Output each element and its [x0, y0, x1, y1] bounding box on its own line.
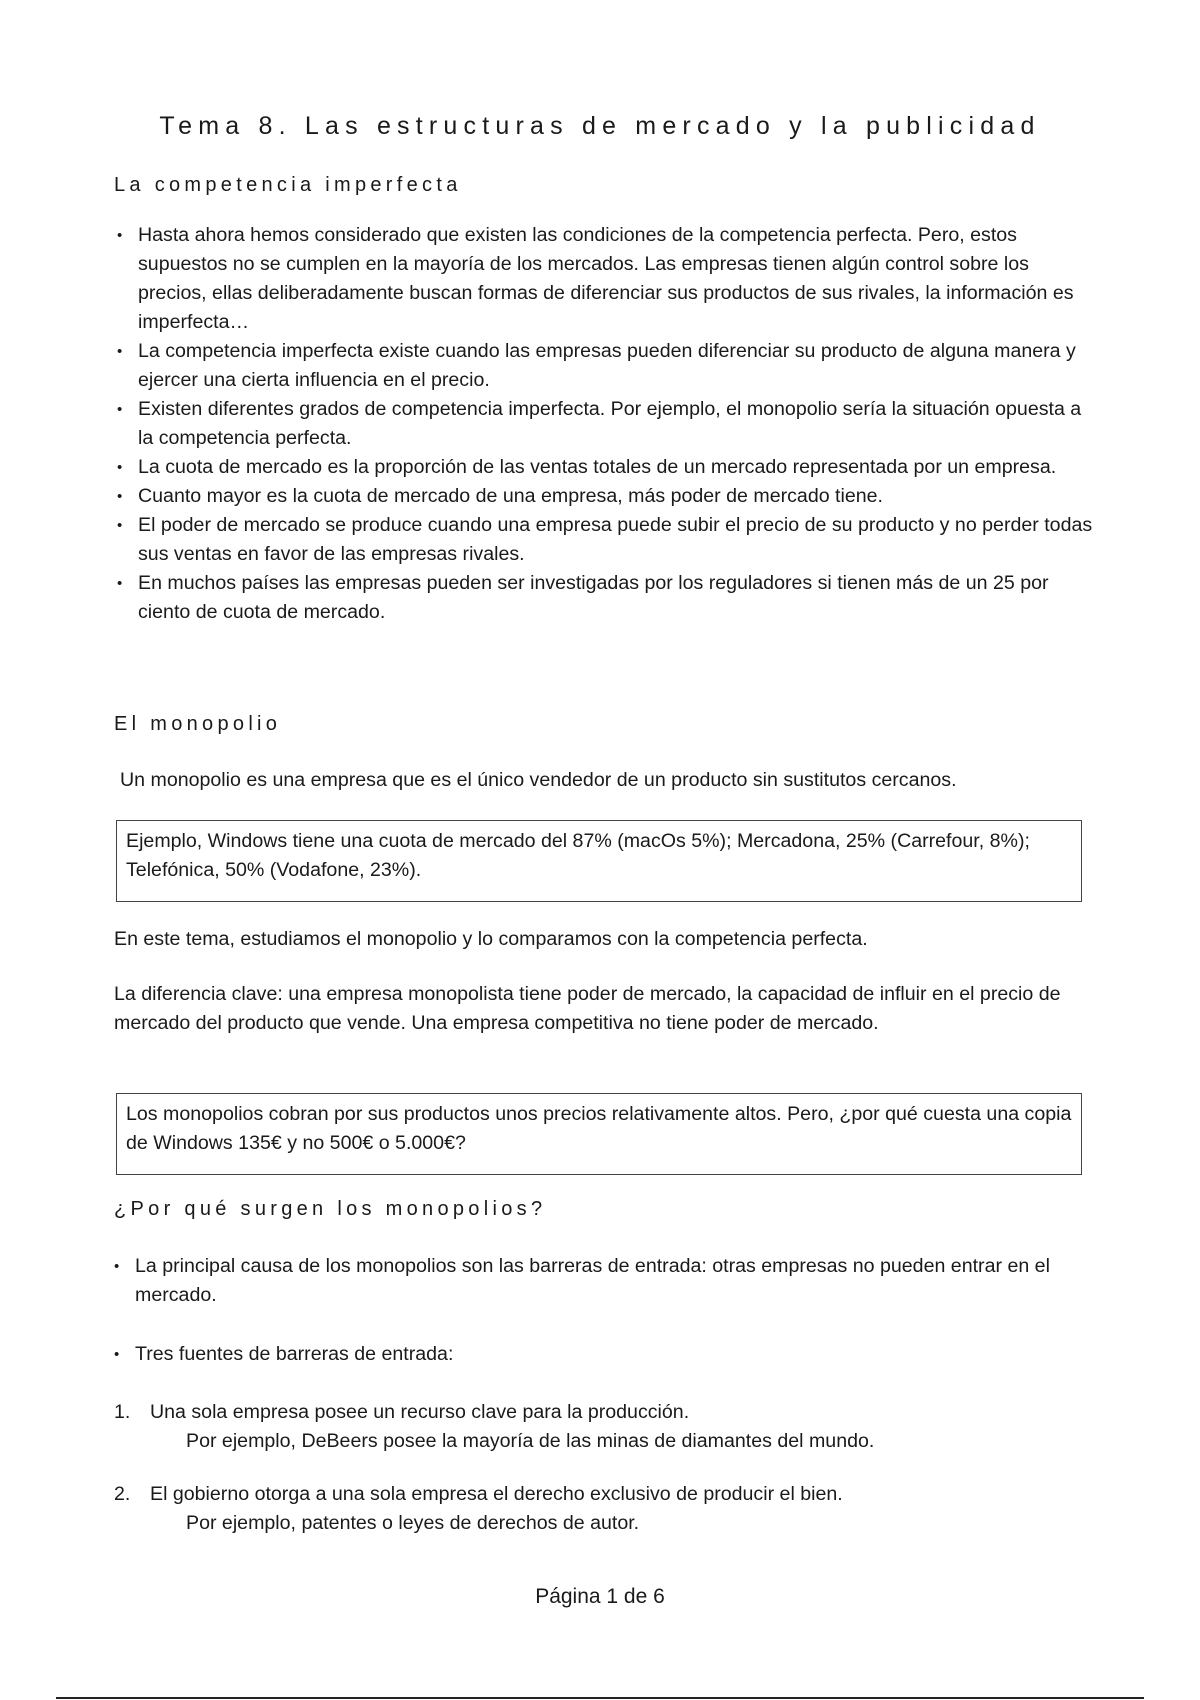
bottom-divider [56, 1697, 1144, 1699]
item-number: 1. [114, 1401, 131, 1423]
page-title: Tema 8. Las estructuras de mercado y la publicidad [159, 112, 1041, 140]
monopolio-definition: Un monopolio es una empresa que es el único vendedor de un producto sin sustitutos cercanos. [120, 769, 957, 791]
question-box: Los monopolios cobran por sus productos unos precios relativamente altos. Pero, ¿por qué cuesta una copia de Windows 135€ y no 500€ o 5.000€? [116, 1093, 1082, 1175]
fuentes-bullet-list [114, 1340, 1074, 1369]
section-heading-competencia-imperfecta: La competencia imperfecta [114, 174, 462, 196]
example-box: Ejemplo, Windows tiene una cuota de mercado del 87% (macOs 5%); Mercadona, 25% (Carrefour, 8%); Telefónica, 50% (Vodafone, 23%). [116, 820, 1082, 902]
list-item: • La competencia imperfecta existe cuando las empresas pueden diferenciar su producto de alguna manera y ejercer una cierta influencia en el precio. [117, 337, 1097, 395]
list-item: • En muchos países las empresas pueden ser investigadas por los reguladores si tienen más de un 25 por ciento de cuota de mercado. [117, 569, 1097, 627]
section-heading-monopolio: El monopolio [114, 713, 282, 735]
item-number: 2. [114, 1483, 131, 1505]
list-item: • Hasta ahora hemos considerado que existen las condiciones de la competencia perfecta. Pero, estos supuestos no se cumplen en la mayoría de los mercados. Las empresas tienen algún control sobre los precios, ellas deliberadamente buscan formas de diferenciar sus productos de sus rivales, la información es imperfecta… [117, 221, 1097, 337]
list-item: • Tres fuentes de barreras de entrada: [114, 1340, 1074, 1369]
key-difference-paragraph: La diferencia clave: una empresa monopolista tiene poder de mercado, la capacidad de influir en el precio de mercado del producto que vende. Una empresa competitiva no tiene poder de mercado. [114, 983, 1061, 1034]
list-item: • Cuanto mayor es la cuota de mercado de una empresa, más poder de mercado tiene. [117, 482, 1097, 511]
list-item: • El poder de mercado se produce cuando una empresa puede subir el precio de su producto y no perder todas sus ventas en favor de las empresas rivales. [117, 511, 1097, 569]
list-item: • Existen diferentes grados de competencia imperfecta. Por ejemplo, el monopolio sería la situación opuesta a la competencia perfecta. [117, 395, 1097, 453]
item-text: El gobierno otorga a una sola empresa el derecho exclusivo de producir el bien. [150, 1483, 843, 1505]
item-text: Una sola empresa posee un recurso clave para la producción. [150, 1401, 690, 1423]
list-item: • La principal causa de los monopolios son las barreras de entrada: otras empresas no pueden entrar en el mercado. [114, 1252, 1074, 1310]
list-item: • La cuota de mercado es la proporción de las ventas totales de un mercado representada por un empresa. [117, 453, 1097, 482]
competencia-bullet-list [117, 221, 1097, 627]
item-example: Por ejemplo, patentes o leyes de derechos de autor. [186, 1512, 640, 1534]
barreras-bullet-list [114, 1252, 1074, 1310]
page-number-footer: Página 1 de 6 [535, 1585, 665, 1608]
intro-paragraph: En este tema, estudiamos el monopolio y lo comparamos con la competencia perfecta. [114, 928, 868, 950]
section-heading-por-que-monopolios: ¿Por qué surgen los monopolios? [114, 1198, 547, 1220]
item-example: Por ejemplo, DeBeers posee la mayoría de las minas de diamantes del mundo. [186, 1430, 875, 1452]
